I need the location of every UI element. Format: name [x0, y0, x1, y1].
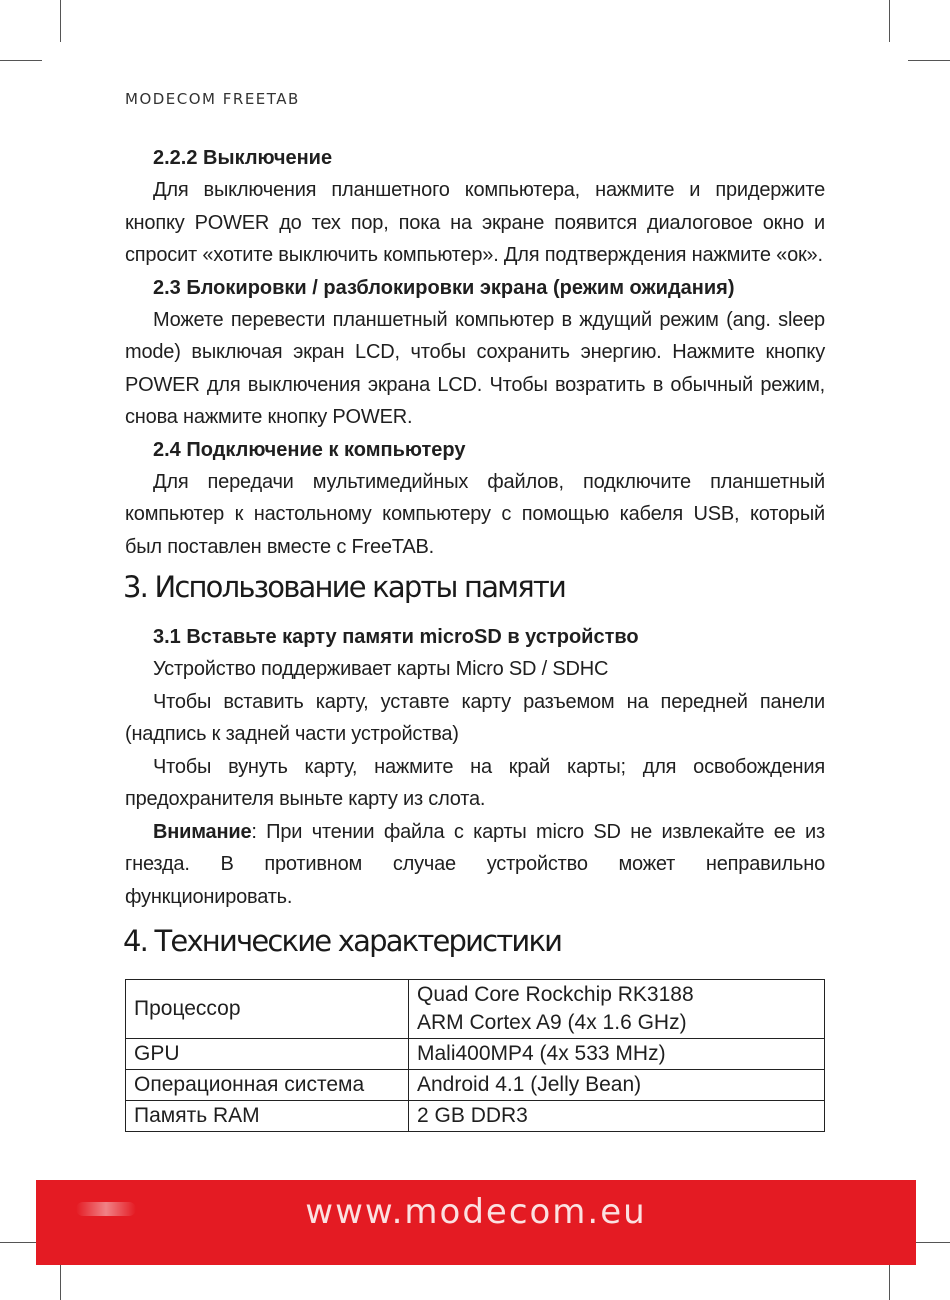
chapter-title: 4. Технические характеристики [123, 924, 562, 958]
crop-mark [60, 0, 61, 42]
table-row [126, 1039, 825, 1070]
crop-mark [889, 1260, 890, 1300]
paragraph: Чтобы вунуть карту, нажмите на край карты; для освобождения предохранителя выньте карту из слота. [125, 755, 825, 810]
paragraph: Устройство поддерживает карты Micro SD / SDHC [153, 658, 609, 680]
section-heading: 2.3 Блокировки / разблокировки экрана (режим ожидания) [153, 276, 735, 299]
spec-key: Операционная система [126, 1070, 409, 1101]
specs-table [125, 979, 825, 1132]
spec-value: 2 GB DDR3 [409, 1101, 825, 1132]
spec-value: Android 4.1 (Jelly Bean) [409, 1070, 825, 1101]
crop-mark [908, 60, 950, 61]
spec-key: Память RAM [126, 1101, 409, 1132]
table-row [126, 1070, 825, 1101]
page-content [125, 142, 825, 1132]
spec-value-line: Quad Core Rockchip RK3188 [417, 983, 694, 1006]
warning-paragraph [125, 816, 825, 914]
spec-key: GPU [126, 1039, 409, 1070]
crop-mark [916, 1242, 950, 1243]
spec-value [409, 980, 825, 1039]
warning-label: Внимание [153, 820, 252, 843]
paragraph: Можете перевести планшетный компьютер в ждущий режим (ang. sleep mode) выключая экран LCD, чтобы сохранить энергию. Нажмите кнопку POWER для выключения экрана LCD. Чтобы возратить в обычный режим, снова нажмите кнопку POWER. [125, 308, 825, 428]
page-header: MODECOM FREETAB [125, 90, 300, 108]
warning-text: : При чтении файла с карты micro SD не извлекайте ее из гнезда. В противном случае устройство может неправильно функционировать. [125, 820, 825, 908]
crop-mark [0, 60, 42, 61]
footer-banner [36, 1180, 916, 1265]
paragraph: Чтобы вставить карту, уставте карту разъемом на передней панели (надпись к задней части устройства) [125, 690, 825, 745]
crop-mark [0, 1242, 36, 1243]
spec-value-line: ARM Cortex A9 (4x 1.6 GHz) [417, 1011, 687, 1034]
table-row [126, 1101, 825, 1132]
crop-mark [60, 1260, 61, 1300]
section-heading: 2.2.2 Выключение [153, 147, 333, 169]
section-heading: 2.4 Подключение к компьютеру [153, 438, 466, 461]
crop-mark [889, 0, 890, 42]
table-row [126, 980, 825, 1039]
spec-key: Процессор [126, 980, 409, 1039]
spec-value: Mali400MP4 (4x 533 MHz) [409, 1039, 825, 1070]
footer-url[interactable]: www.modecom.eu [305, 1192, 647, 1232]
paragraph: Для передачи мультимедийных файлов, подключите планшетный компьютер к настольному компьютеру с помощью кабеля USB, который был поставлен вместе с FreeTAB. [125, 470, 825, 558]
paragraph: Для выключения планшетного компьютера, нажмите и придержите кнопку POWER до тех пор, пока на экране появится диалоговое окно и спросит «хотите выключить компьютер». Для подтверждения нажмите «ок». [125, 179, 825, 266]
chapter-title: 3. Использование карты памяти [123, 570, 566, 604]
section-heading: 3.1 Вставьте карту памяти microSD в устройство [153, 626, 639, 648]
